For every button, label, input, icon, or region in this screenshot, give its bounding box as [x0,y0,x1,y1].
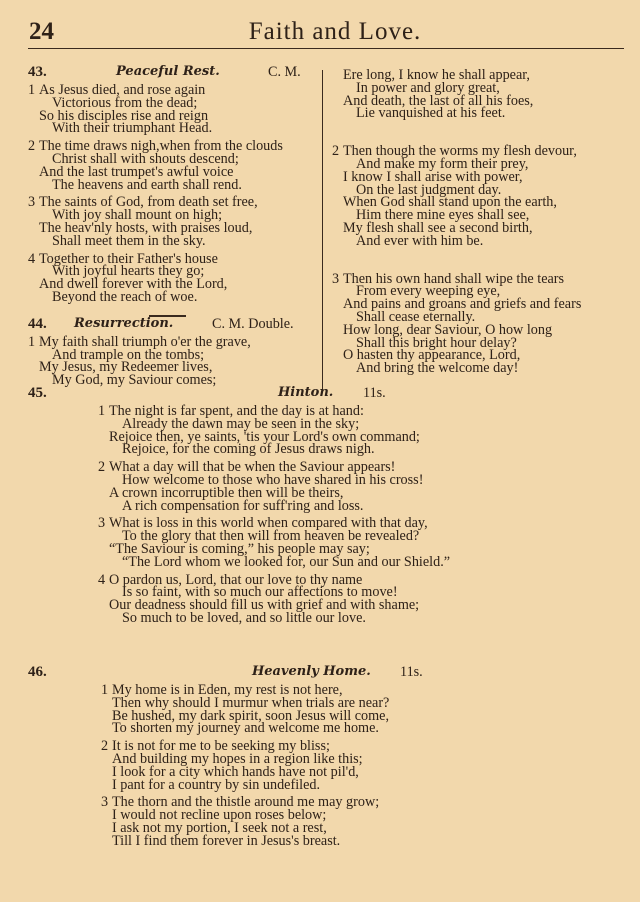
verse-line: And ever with him be. [356,232,484,249]
verse-line: To the glory that then will from heaven be revealed? [122,528,420,545]
stanza [98,405,628,456]
verse-line: The time draws nigh,when from the clouds [39,138,283,155]
verse-line: My faith shall triumph o'er the grave, [39,333,251,350]
verse-line: With their triumphant Head. [52,120,213,137]
verse-line: The heav'nly hosts, with praises loud, [39,219,253,236]
stanza [101,684,628,735]
verse-line: Together to their Father's house [39,250,218,267]
hymn-title: Heavenly Home. [252,664,371,679]
verse-line: And make my form their prey, [356,155,529,172]
hymn-meter: 11s. [400,664,423,680]
column-divider [322,70,323,390]
stanza-number: 3 [332,270,340,287]
page-number: 24 [29,18,54,45]
stanza-number: 1 [98,403,106,419]
verse-line: With joy shall mount on high; [52,207,223,224]
section-title: Faith and Love. [248,18,422,45]
stanza-number: 1 [101,682,109,698]
hymn-number: 43. [28,64,47,80]
verse-line: Rejoice then, ye saints, 'tis your Lord's own command; [109,428,420,445]
verse-line: The saints of God, from death set free, [39,194,258,211]
verse-line: In power and glory great, [356,79,500,96]
verse-line: How welcome to those who have shared in his cross! [122,471,424,488]
verse-line: Beyond the reach of woe. [52,288,198,305]
stanza-number: 3 [98,515,106,532]
verse-line: As Jesus died, and rose again [39,82,206,98]
header-rule [28,48,624,49]
verse-line: And pains and groans and griefs and fears [343,296,582,313]
verse-line: And the last trumpet's awful voice [39,163,234,180]
verse-line: It is not for me to be seeking my bliss; [112,738,330,755]
verse-line: A crown incorruptible then will be theirs, [109,484,344,501]
stanza-number: 3 [28,194,36,211]
hymn-number: 44. [28,315,47,332]
verse-line: O pardon us, Lord, that our love to thy name [109,571,363,588]
verse-line: A rich compensation for suff'ring and loss. [122,497,364,514]
verse-line: I would not recline upon roses below; [112,807,327,824]
verse-line: O hasten thy appearance, Lord, [343,347,521,364]
stanza-number: 4 [28,250,36,267]
stanza [28,196,320,247]
verse-line: Then why should I murmur when trials are near? [112,694,390,711]
hymn-43 [28,66,320,304]
verse-line: I pant for a country by sin undefiled. [112,776,321,793]
verse-line: My Jesus, my Redeemer lives, [39,359,213,376]
verse-line: Lie vanquished at his feet. [356,105,506,122]
stanza [98,517,628,568]
verse-line: And trample on the tombs; [52,346,205,363]
verse-line: Our deadness should fill us with grief and with shame; [109,597,420,614]
right-column [332,69,632,380]
verse-line: The heavens and earth shall rend. [52,176,242,193]
stanza [28,333,320,389]
stanza [98,461,628,512]
stanza-number: 2 [332,143,340,160]
hymn-meter: C. M. [268,64,301,80]
stanza-number: 1 [28,333,36,350]
verse-line: My flesh shall see a second birth, [343,219,533,236]
verse-line: Shall this bright hour delay? [356,334,517,351]
verse-line: Rejoice, for the coming of Jesus draws nigh. [122,441,375,458]
verse-line: And building my hopes in a region like this; [112,750,363,767]
verse-line: The thorn and the thistle around me may grow; [112,794,380,811]
verse-line: Ere long, I know he shall appear, [343,67,530,83]
verse-line: Till I find them forever in Jesus's breast. [112,832,341,849]
stanza [101,740,628,791]
verse-line: So much to be loved, and so little our love. [122,609,366,626]
verse-line: On the last judgment day. [356,181,502,198]
verse-line: Shall meet them in the sky. [52,232,206,249]
verse-line: From every weeping eye, [356,283,501,300]
verse-line: My God, my Saviour comes; [52,372,217,389]
hymn-title: Resurrection. [74,315,174,331]
verse-line: “The Lord whom we looked for, our Sun and our Shield.” [122,553,451,570]
verse-line: Him there mine eyes shall see, [356,207,530,224]
stanza-number: 3 [101,794,109,811]
hymn-meter: C. M. Double. [212,315,294,332]
verse-line: My home is in Eden, my rest is not here, [112,682,343,698]
hymn-46 [28,666,628,853]
hymn-44 [28,315,320,389]
verse-line: I ask not my portion, I seek not a rest, [112,819,327,836]
stanza [332,69,632,120]
stanza [28,250,320,305]
stanza [332,145,632,247]
verse-line: Shall cease eternally. [356,308,476,325]
hymn-header [28,387,628,402]
stanza-number: 1 [28,82,36,98]
stanza [28,84,320,135]
hymn-number: 46. [28,664,47,680]
verse-line: When God shall stand upon the earth, [343,194,557,211]
verse-line: And bring the welcome day! [356,360,519,377]
stanza-number: 2 [101,738,109,755]
verse-line: Then though the worms my flesh devour, [343,143,577,160]
verse-line: To shorten my journey and welcome me home. [112,720,379,737]
stanza-number: 2 [98,459,106,476]
hymn-number: 45. [28,385,47,401]
verse-line: I look for a city which hands have not pil'd, [112,763,359,780]
verse-line: How long, dear Saviour, O how long [343,321,553,338]
stanza [28,140,320,191]
verse-line: Christ shall with shouts descend; [52,150,239,167]
stanza [332,270,632,377]
hymn-45 [28,387,628,630]
stanza [98,571,628,626]
verse-line: What a day will that be when the Saviour appears! [109,459,396,476]
verse-line: Be hushed, my dark spirit, soon Jesus will come, [112,707,390,724]
stanza-number: 4 [98,571,106,588]
verse-line: The night is far spent, and the day is at hand: [109,403,364,419]
verse-line: And death, the last of all his foes, [343,92,534,109]
hymn-header [28,315,320,333]
hymn-header [28,66,320,81]
hymn-header [28,666,628,681]
verse-line: I know I shall arise with power, [343,168,523,185]
hymn-title: Peaceful Rest. [116,64,220,79]
hymn-meter: 11s. [363,385,386,401]
stanza [101,796,628,847]
verse-line: So his disciples rise and reign [39,107,209,124]
verse-line: Victorious from the dead; [52,94,198,111]
hymn-title: Hinton. [278,385,334,400]
verse-line: “The Saviour is coming,” his people may say; [109,540,370,557]
verse-line: Already the dawn may be seen in the sky; [122,415,360,432]
stanza-number: 2 [28,138,36,155]
verse-line: What is loss in this world when compared with that day, [109,515,428,532]
verse-line: And dwell forever with the Lord, [39,276,228,293]
verse-line: With joyful hearts they go; [52,263,205,280]
left-column [28,66,320,392]
verse-line: Is so faint, with so much our affections to move! [122,584,398,601]
verse-line: Then his own hand shall wipe the tears [343,270,565,287]
